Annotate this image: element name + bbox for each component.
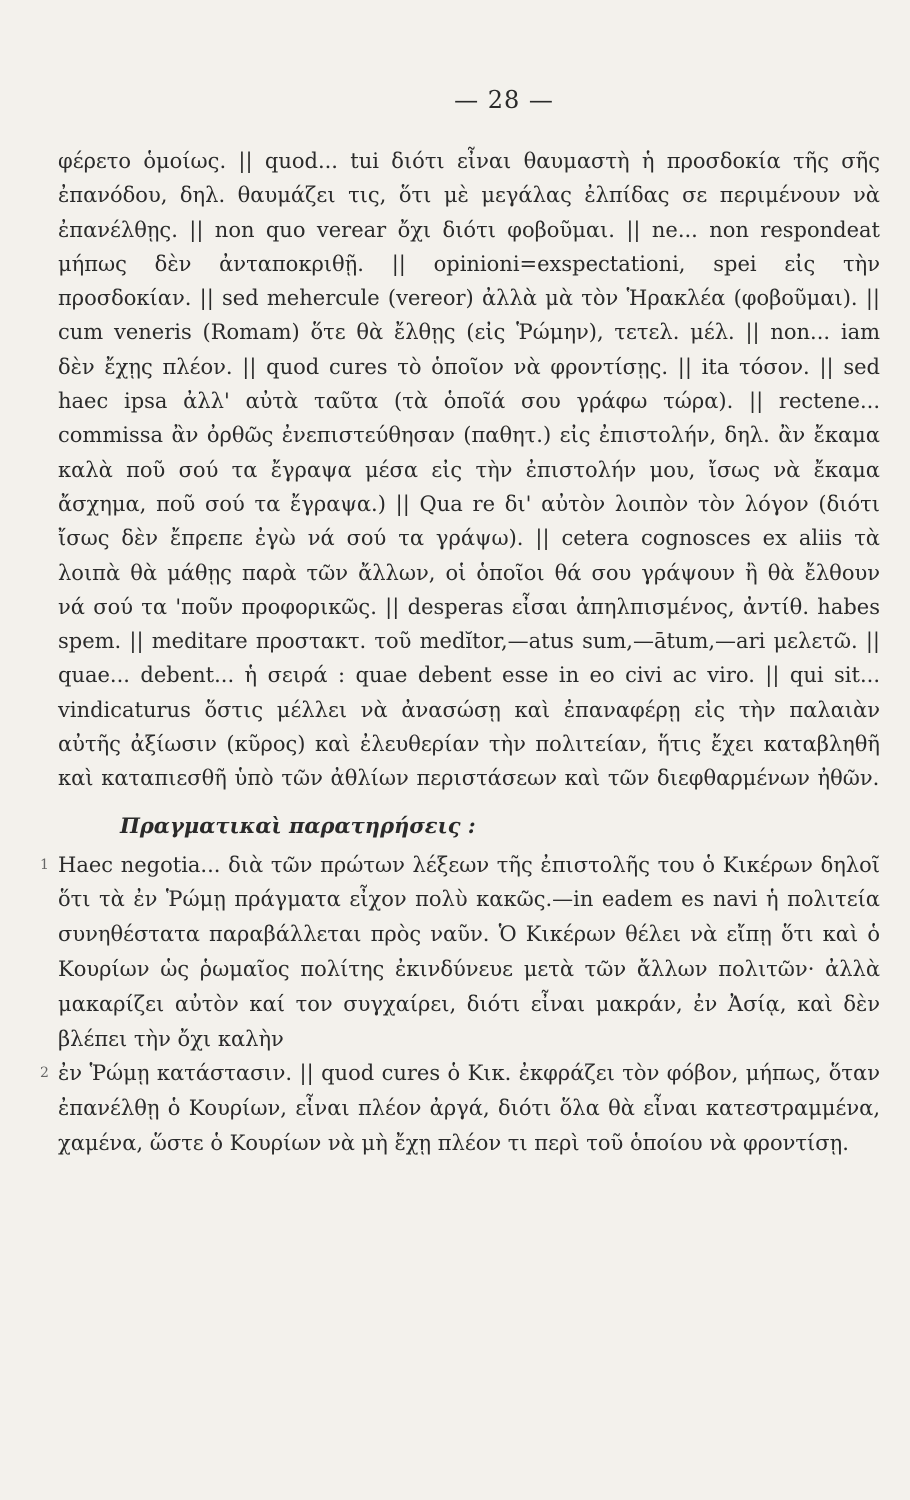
note-item (40, 1056, 880, 1160)
note-marker: 2 (40, 1065, 49, 1082)
body-paragraph: φέρετο ὁμοίως. || quod... tui διότι εἶναι θαυμαστὴ ἡ προσδοκία τῆς σῆς ἐπανόδου, δηλ. θαυμάζει τις, ὅτι μὲ μεγάλας ἐλπίδας σε περιμένουν νὰ ἐπανέλθῃς. || non quo verear ὄχι διότι φοβοῦμαι. || ne... non respondeat μήπως δὲν ἀνταποκριθῇ. || opinioni=exspectationi, spei εἰς τὴν προσδοκίαν. || sed mehercule (vereor) ἀλλὰ μὰ τὸν Ἡρακλέα (φοβοῦμαι). || cum veneris (Romam) ὅτε θὰ ἔλθῃς (εἰς Ῥώμην), τετελ. μέλ. || non... iam δὲν ἔχῃς πλέον. || quod cures τὸ ὁποῖον νὰ φροντίσῃς. || ita τόσον. || sed haec ipsa ἀλλ' αὐτὰ ταῦτα (τὰ ὁποῖά σου γράφω τώρα). || rectene... commissa ἂν ὀρθῶς ἐνεπιστεύθησαν (παθητ.) εἰς ἐπιστολήν, δηλ. ἂν ἔκαμα καλὰ ποῦ σού τα ἔγραψα μέσα εἰς τὴν ἐπιστολήν μου, ἴσως νὰ ἔκαμα ἄσχημα, ποῦ σού τα ἔγραψα.) || Qua re δι' αὐτὸν λοιπὸν τὸν λόγον (διότι ἴσως δὲν ἔπρεπε ἐγὼ νά σού τα γράψω). || cetera cognosces ex aliis τὰ λοιπὰ θὰ μάθῃς παρὰ τῶν ἄλλων, οἱ ὁποῖοι θά σου γράψουν ἢ θὰ ἔλθουν νά σού τα 'ποῦν προφορικῶς. || desperas εἶσαι ἀπηλπισμένος, ἀντίθ. habes spem. || meditare προστακτ. τοῦ medĭtor,—atus sum,—ātum,—ari μελετῶ. || quae... debent... ἡ σειρά : quae debent esse in eo civi ac viro. || qui sit... vindicaturus ὅστις μέλλει νὰ ἀνασώσῃ καὶ ἐπαναφέρῃ εἰς τὴν παλαιὰν αὐτῆς ἀξίωσιν (κῦρος) καὶ ἐλευθερίαν τὴν πολιτείαν, ἥτις ἔχει καταβληθῆ καὶ καταπιεσθῆ ὑπὸ τῶν ἀθλίων περιστάσεων καὶ τῶν διεφθαρμένων ἠθῶν. (58, 149, 880, 791)
note-marker: 1 (40, 856, 49, 873)
note-text: Haec negotia... διὰ τῶν πρώτων λέξεων τῆς ἐπιστολῆς του ὁ Κικέρων δηλοῖ ὅτι τὰ ἐν Ῥώμῃ πράγματα εἶχον πολὺ κακῶς.—in eadem es navi ἡ πολιτεία συνηθέστατα παραβάλλεται πρὸς ναῦν. Ὁ Κικέρων θέλει νὰ εἴπῃ ὅτι καὶ ὁ Κουρίων ὡς ῥωμαῖος πολίτης ἐκινδύνευε μετὰ τῶν ἄλλων πολιτῶν· ἀλλὰ μακαρίζει αὐτὸν καί τον συγχαίρει, διότι εἶναι μακράν, ἐν Ἀσίᾳ, καὶ δὲν βλέπει τὴν ὄχι καλὴν (58, 852, 880, 1051)
note-item (40, 848, 880, 1057)
note-text: ἐν Ῥώμῃ κατάστασιν. || quod cures ὁ Κικ. ἐκφράζει τὸν φόβον, μήπως, ὅταν ἐπανέλθῃ ὁ Κουρίων, εἶναι πλέον ἀργά, διότι ὅλα θὰ εἶναι κατεστραμμένα, χαμένα, ὥστε ὁ Κουρίων νὰ μὴ ἔχῃ πλέον τι περὶ τοῦ ὁποίου νὰ φροντίσῃ. (58, 1061, 880, 1156)
notes-section (40, 848, 880, 1161)
notes-heading: Πραγματικαὶ παρατηρήσεις : (120, 812, 476, 838)
body-text (58, 144, 880, 796)
page-number: — 28 — (454, 86, 554, 114)
